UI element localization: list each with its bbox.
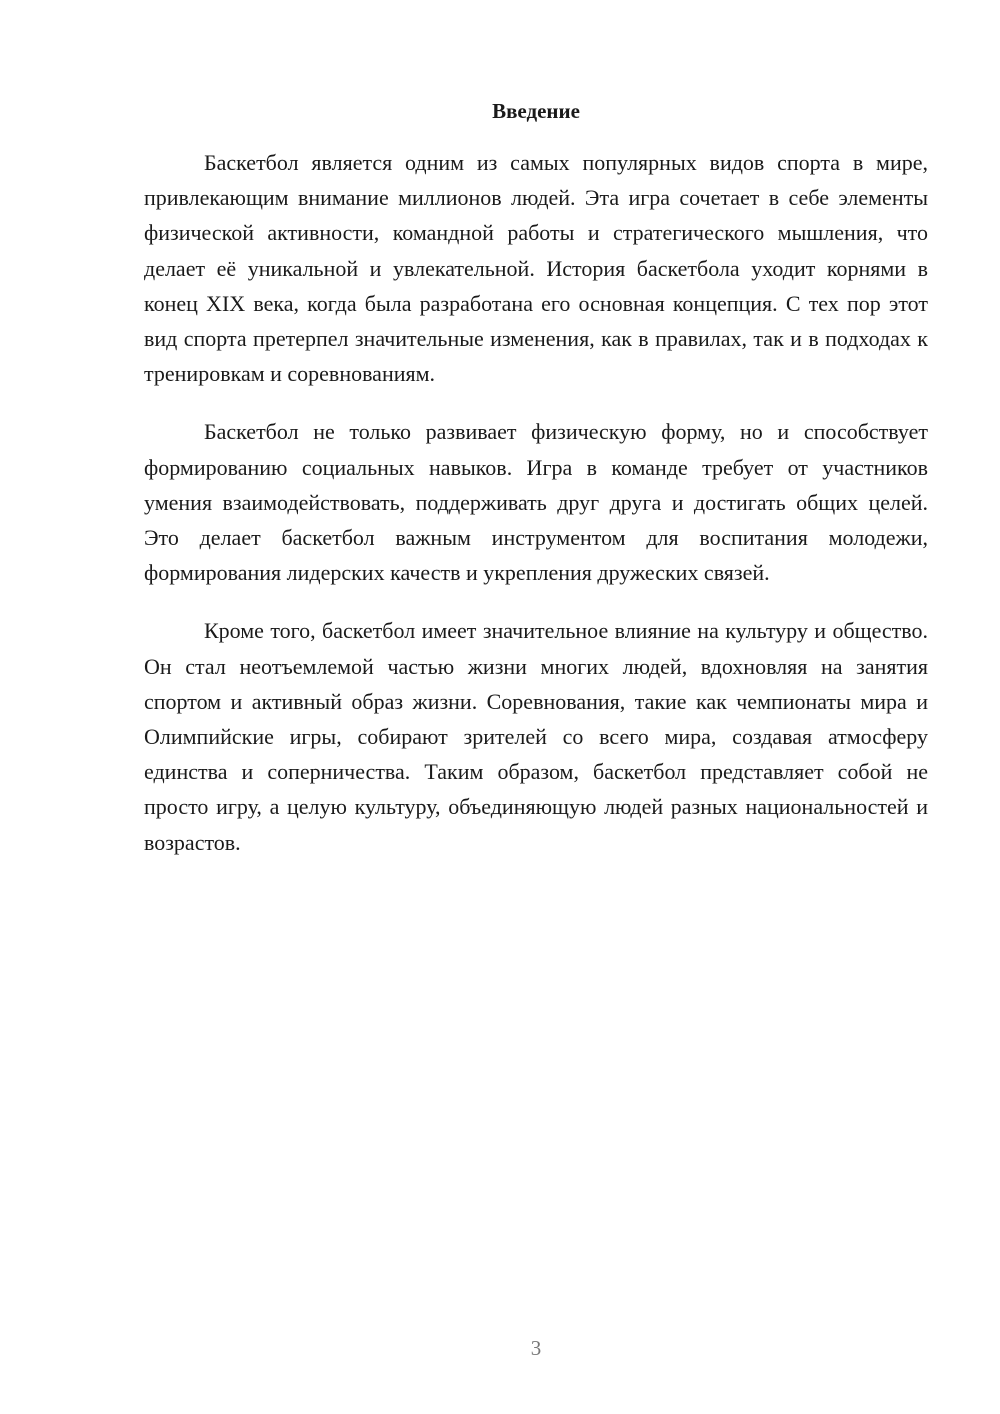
- page-title: Введение: [492, 99, 580, 123]
- paragraph-social-skills: Баскетбол не только развивает физическую форму, но и способствует формированию социальных навыков. Игра в команде требует от участников умения взаимодействовать, поддерживать друг друга и достигать общих целей. Это делает баскетбол важным инструментом для воспитания молодежи, формирования лидерских качеств и укрепления дружеских связей.: [144, 419, 928, 586]
- paragraph-culture: Кроме того, баскетбол имеет значительное влияние на культуру и общество. Он стал неотъемлемой частью жизни многих людей, вдохновляя на занятия спортом и активный образ жизни. Соревнования, такие как чемпионаты мира и Олимпийские игры, собирают зрителей со всего мира, создавая атмосферу единства и соперничества. Таким образом, баскетбол представляет собой не просто игру, а целую культуру, объединяющую людей разных национальностей и возрастов.: [144, 618, 928, 855]
- page-number: 3: [530, 1336, 542, 1360]
- paragraph-intro: Баскетбол является одним из самых популярных видов спорта в мире, привлекающим внимание миллионов людей. Эта игра сочетает в себе элементы физической активности, командной работы и стратегического мышления, что делает её уникальной и увлекательной. История баскетбола уходит корнями в конец XIX века, когда была разработана его основная концепция. С тех пор этот вид спорта претерпел значительные изменения, как в правилах, так и в подходах к тренировкам и соревнованиям.: [144, 150, 928, 387]
- document-body: [144, 145, 928, 883]
